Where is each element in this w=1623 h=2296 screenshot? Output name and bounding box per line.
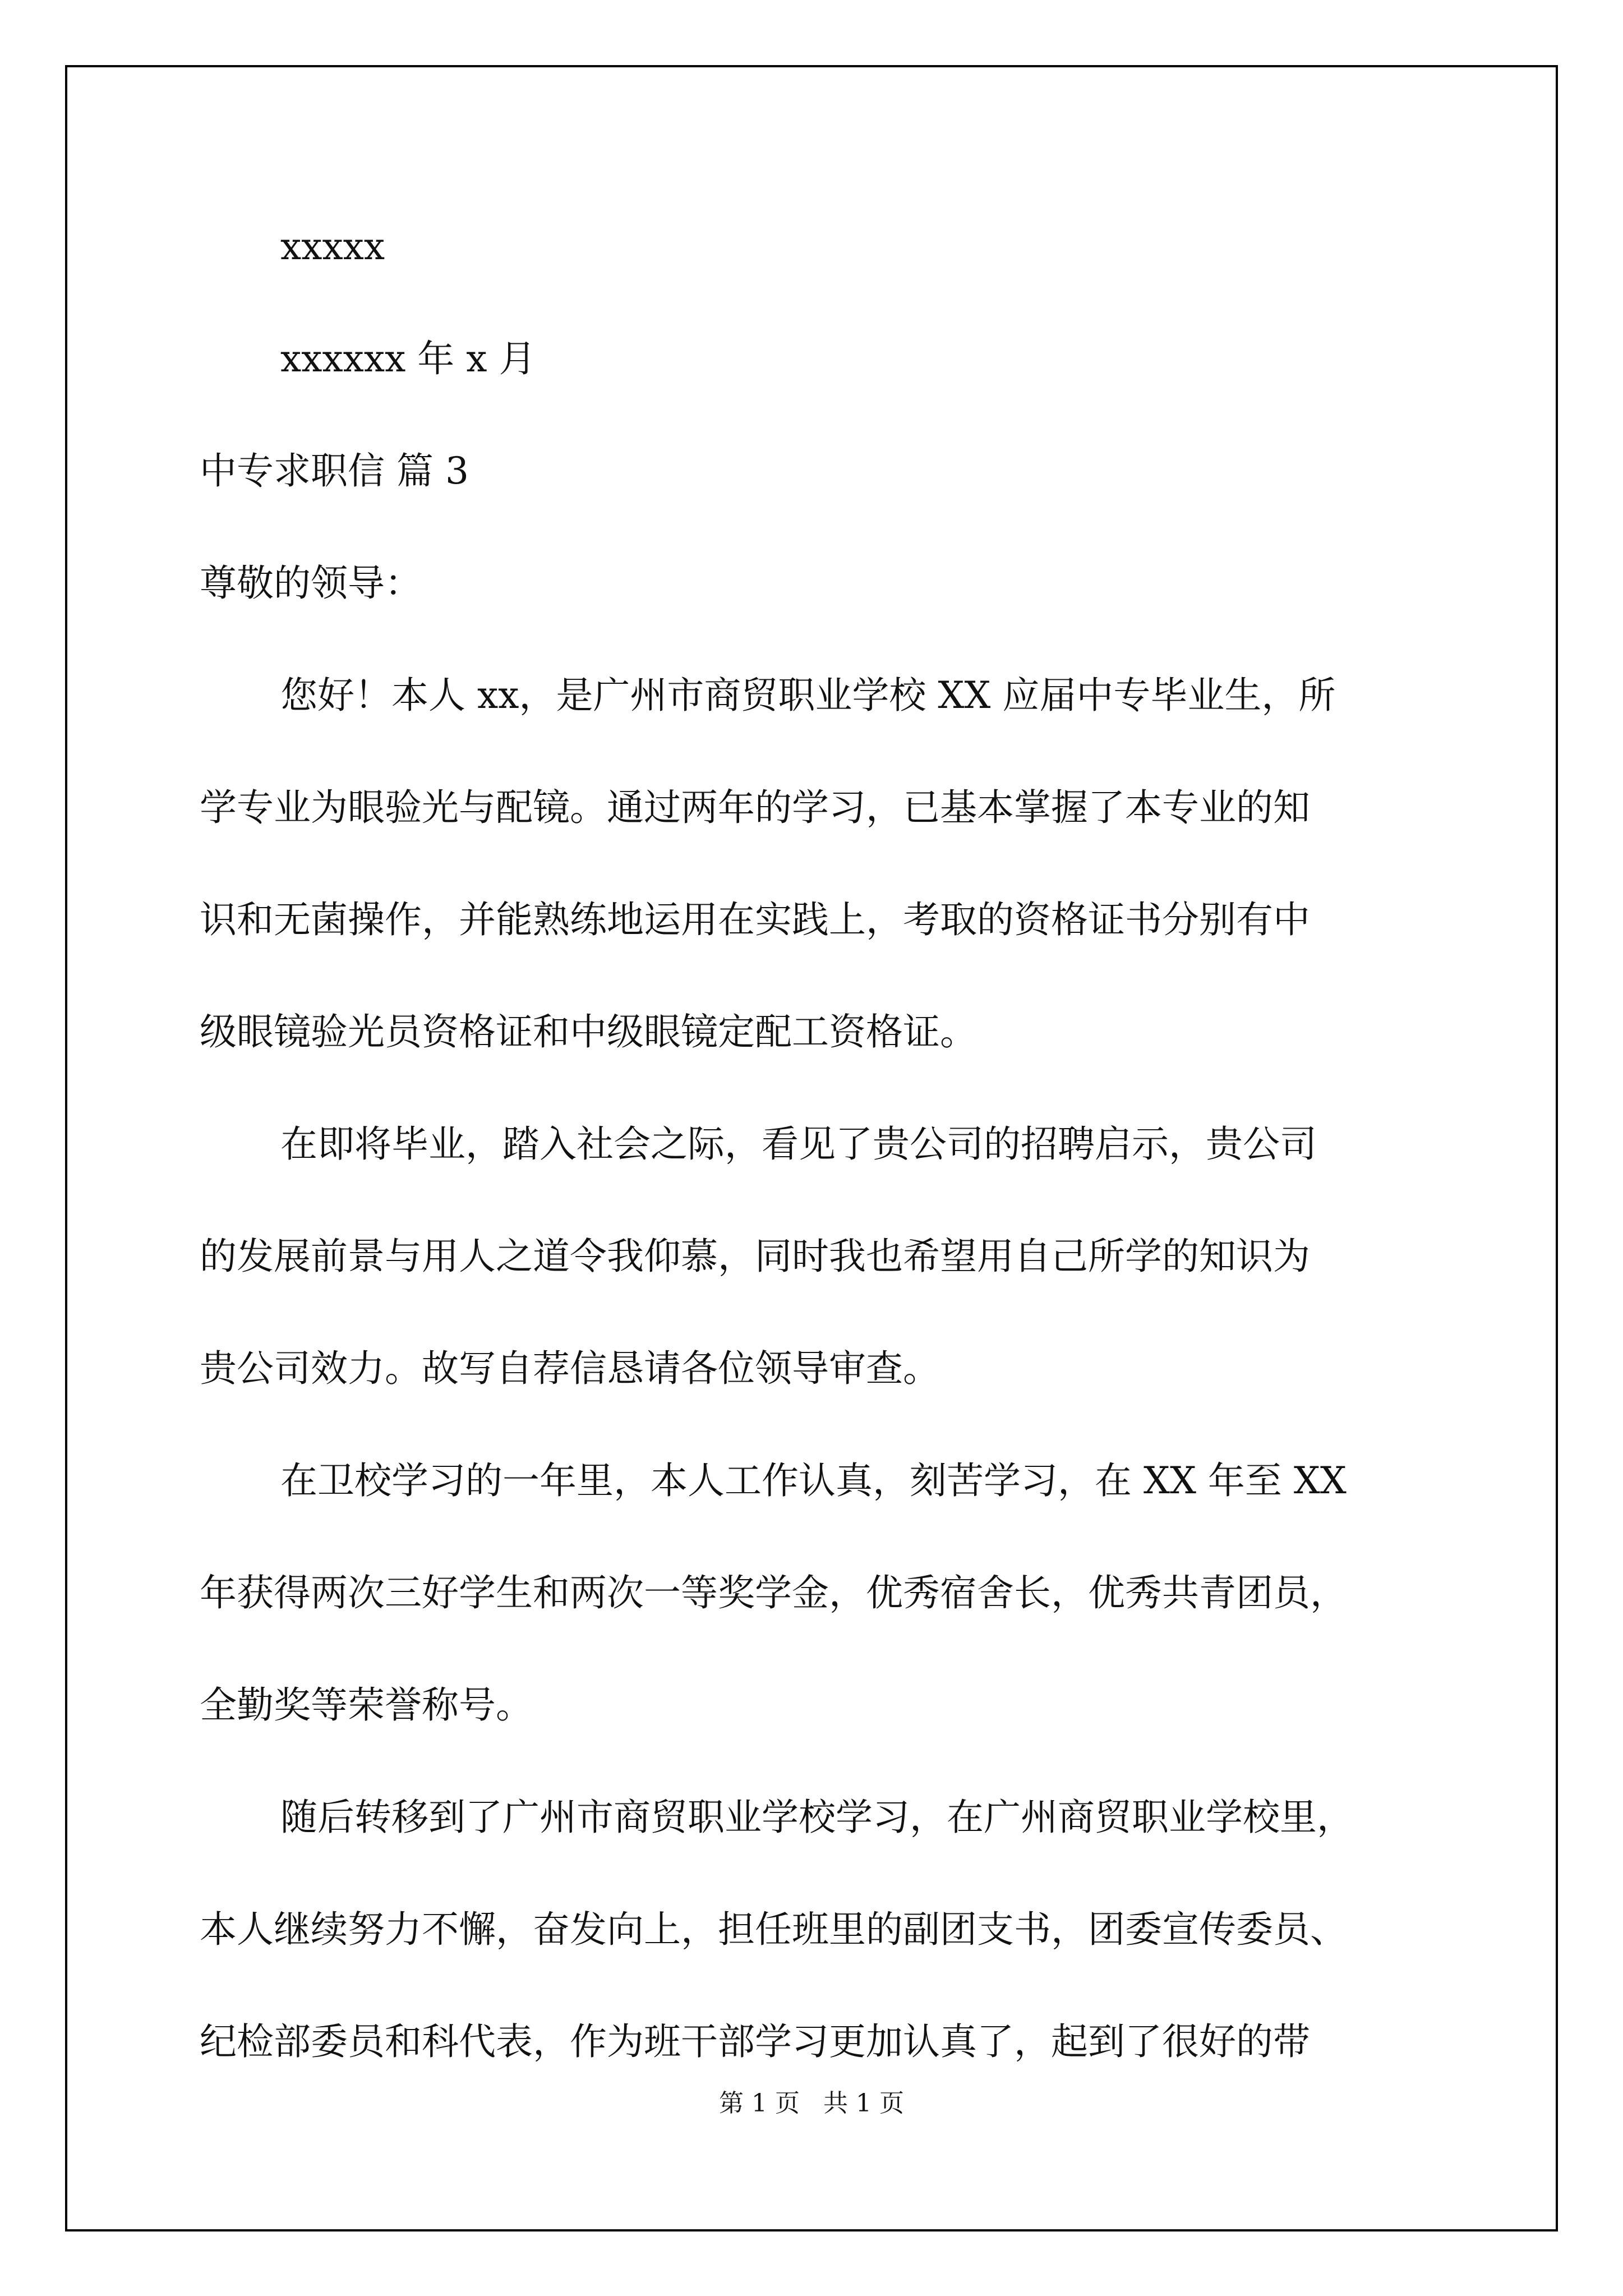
paragraph-line: 随后转移到了广州市商贸职业学校学习，在广州商贸职业学校里，	[280, 1796, 1354, 1839]
paragraph-line: 学专业为眼验光与配镜。通过两年的学习，已基本掌握了本专业的知	[200, 786, 1310, 829]
signature-name: xxxxx	[280, 225, 385, 268]
paragraph-line: 的发展前景与用人之道令我仰慕，同时我也希望用自己所学的知识为	[200, 1235, 1310, 1278]
paragraph-line: 在即将毕业，踏入社会之际，看见了贵公司的招聘启示，贵公司	[280, 1122, 1317, 1166]
salutation: 尊敬的领导：	[200, 562, 422, 605]
paragraph-line: 年获得两次三好学生和两次一等奖学金，优秀宿舍长，优秀共青团员，	[200, 1571, 1347, 1614]
section-title: 中专求职信 篇 3	[200, 449, 469, 493]
paragraph-line: 您好！本人 xx，是广州市商贸职业学校 XX 应届中专毕业生，所	[280, 674, 1336, 717]
paragraph-line: 贵公司效力。故写自荐信恳请各位领导审查。	[200, 1347, 940, 1390]
signature-date: xxxxxx 年 x 月	[280, 337, 536, 380]
paragraph-line: 纪检部委员和科代表，作为班干部学习更加认真了，起到了很好的带	[200, 2020, 1310, 2063]
paragraph-line: 本人继续努力不懈，奋发向上，担任班里的副团支书，团委宣传委员、	[200, 1908, 1347, 1951]
page-number-footer: 第 1 页 共 1 页	[719, 2089, 904, 2118]
paragraph-line: 识和无菌操作，并能熟练地运用在实践上，考取的资格证书分别有中	[200, 898, 1310, 941]
paragraph-line: 全勤奖等荣誉称号。	[200, 1683, 533, 1727]
paragraph-line: 级眼镜验光员资格证和中级眼镜定配工资格证。	[200, 1010, 977, 1053]
paragraph-line: 在卫校学习的一年里，本人工作认真，刻苦学习，在 XX 年至 XX	[280, 1459, 1347, 1502]
